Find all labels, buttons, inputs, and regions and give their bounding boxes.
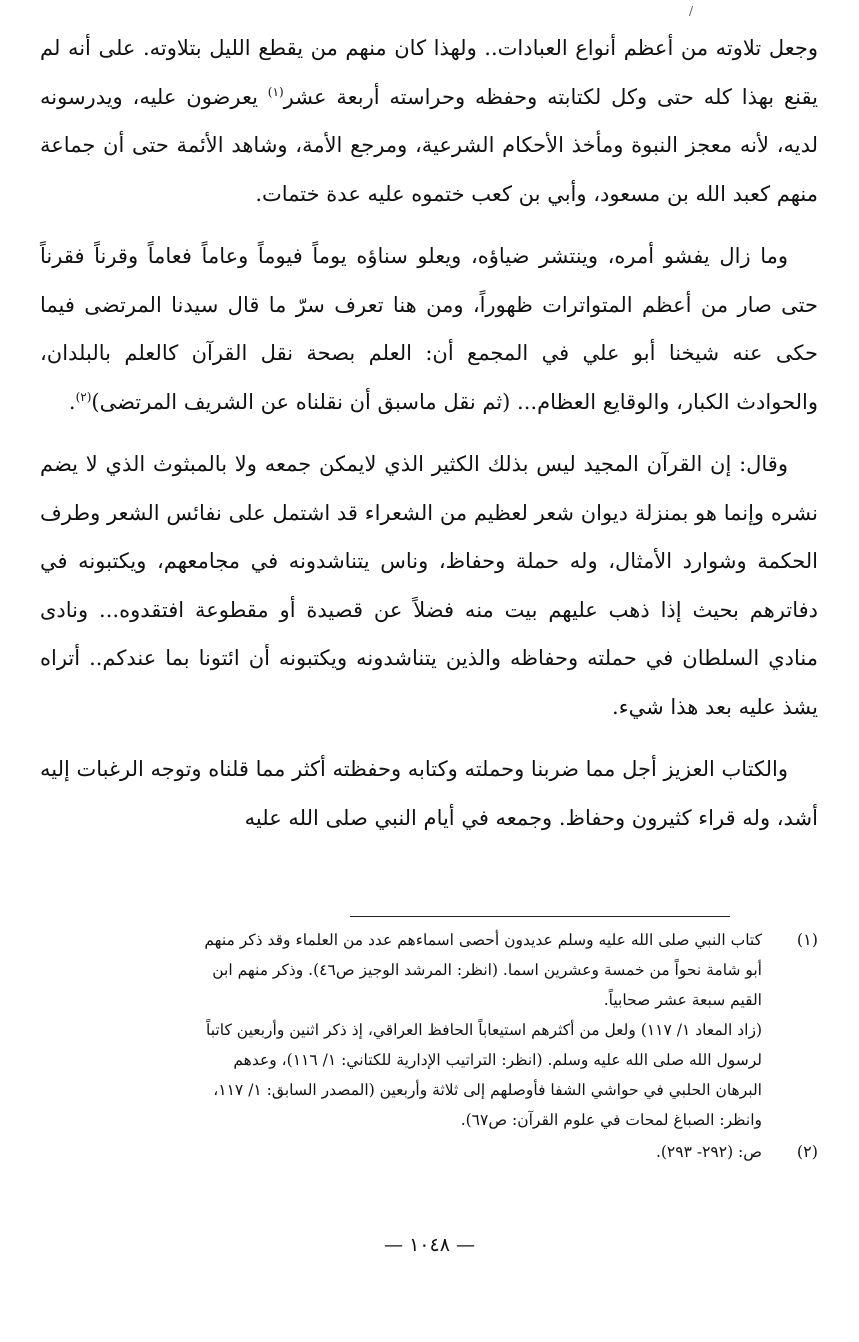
paragraph-1-text: وجعل تلاوته من أعظم أنواع العبادات.. ولهذا كان منهم من يقطع الليل بتلاوته. على أنه لم يقنع بهذا كله حتى وكل لكتابته وحفظه وحراسته أربعة عشر bbox=[40, 36, 818, 109]
footnote-line: وانظر: الصباغ لمحات في علوم القرآن: ص٦٧). bbox=[460, 1111, 762, 1129]
page-number: — ١٠٤٨ — bbox=[384, 1234, 475, 1256]
footnote-2-body bbox=[40, 1137, 762, 1167]
main-text bbox=[40, 24, 818, 856]
paragraph-3: وقال: إن القرآن المجيد ليس بذلك الكثير الذي لايمكن جمعه ولا بالمبثوث الذي لا يضم نشره وإنما هو بمنزلة ديوان شعر لعظيم من الشعراء قد اشتمل على نفائس الشعر وطرف الحكمة وشوارد الأمثال، وله حملة وحفاظ، وناس يتناشدونه في مجامعهم، ويكتبونه في دفاترهم بحيث إذا ذهب عليهم بيت منه فضلاً عن قصيدة أو مقطوعة افتقدوه... ونادى منادي السلطان في حملته وحفاظه والذين يتناشدونه ويكتبونه أن ائتونا بما عندكم.. أتراه يشذ عليه بعد هذا شيء. bbox=[40, 452, 818, 719]
footnote-2-number: (٢) bbox=[796, 1142, 818, 1161]
paragraph-2-text: وما زال يفشو أمره، وينتشر ضياؤه، ويعلو سناؤه يوماً فيوماً وعاماً فعاماً وقرناً فقرناً حتى صار من أعظم المتواترات ظهوراً، ومن هنا تعرف سرّ ما قال سيدنا المرتضى فيما حكى عنه شيخنا أبو علي في المجمع أن: العلم بصحة نقل القرآن كالعلم بالبلدان، والحوادث الكبار، والوقايع العظام... (ثم نقل ماسبق أن نقلناه عن الشريف المرتضى) bbox=[40, 244, 818, 414]
footnote-1 bbox=[40, 925, 818, 1135]
footnote-line: ص: (٢٩٢- ٢٩٣). bbox=[655, 1143, 762, 1161]
footnote-1-body bbox=[40, 925, 762, 1135]
footnote-separator bbox=[350, 916, 730, 917]
footnote-ref-2: (٢) bbox=[75, 389, 92, 404]
paragraph-2 bbox=[40, 232, 818, 426]
paragraph-4: والكتاب العزيز أجل مما ضربنا وحملته وكتابه وحفظته أكثر مما قلناه وتوجه الرغبات إليه أشد، وله قراء كثيرون وحفاظ. وجمعه في أيام النبي صلى الله عليه bbox=[40, 757, 818, 830]
paragraph-2-tail: . bbox=[68, 389, 76, 414]
paragraph-1 bbox=[40, 24, 818, 218]
footnote-line: كتاب النبي صلى الله عليه وسلم عديدون أحصى اسماءهم عدد من العلماء وقد ذكر منهم bbox=[204, 931, 762, 949]
footnote-ref-1: (١) bbox=[267, 84, 284, 99]
footnote-1-number: (١) bbox=[796, 930, 818, 949]
footnote-2 bbox=[40, 1137, 818, 1167]
footnote-line: البرهان الحلبي في حواشي الشفا فأوصلهم إلى ثلاثة وأربعين (المصدر السابق: ١/ ١١٧، bbox=[213, 1081, 762, 1099]
footnote-line: لرسول الله صلى الله عليه وسلم. (انظر: التراتيب الإدارية للكتاني: ١/ ١١٦)، وعدهم bbox=[233, 1051, 762, 1069]
footnote-line: القيم سبعة عشر صحابياً. bbox=[603, 991, 762, 1009]
paragraph-1-tail: يعرضون عليه، ويدرسونه لديه، لأنه معجز النبوة ومأخذ الأحكام الشرعية، ومرجع الأمة، وشاهد الأئمة حتى أن جماعة منهم كعبد الله بن مسعود، وأبي بن كعب ختموه عليه عدة ختمات. bbox=[40, 84, 818, 206]
scan-mark: / bbox=[689, 4, 694, 18]
footnote-line: أبو شامة نحواً من خمسة وعشرين اسما. (انظر: المرشد الوجيز ص٤٦). وذكر منهم ابن bbox=[212, 961, 762, 979]
footnote-line: (زاد المعاد ١/ ١١٧) ولعل من أكثرهم استيعاباً الحافظ العراقي، إذ ذكر اثنين وأربعين كاتباً bbox=[206, 1021, 762, 1039]
footnotes bbox=[40, 925, 818, 1169]
